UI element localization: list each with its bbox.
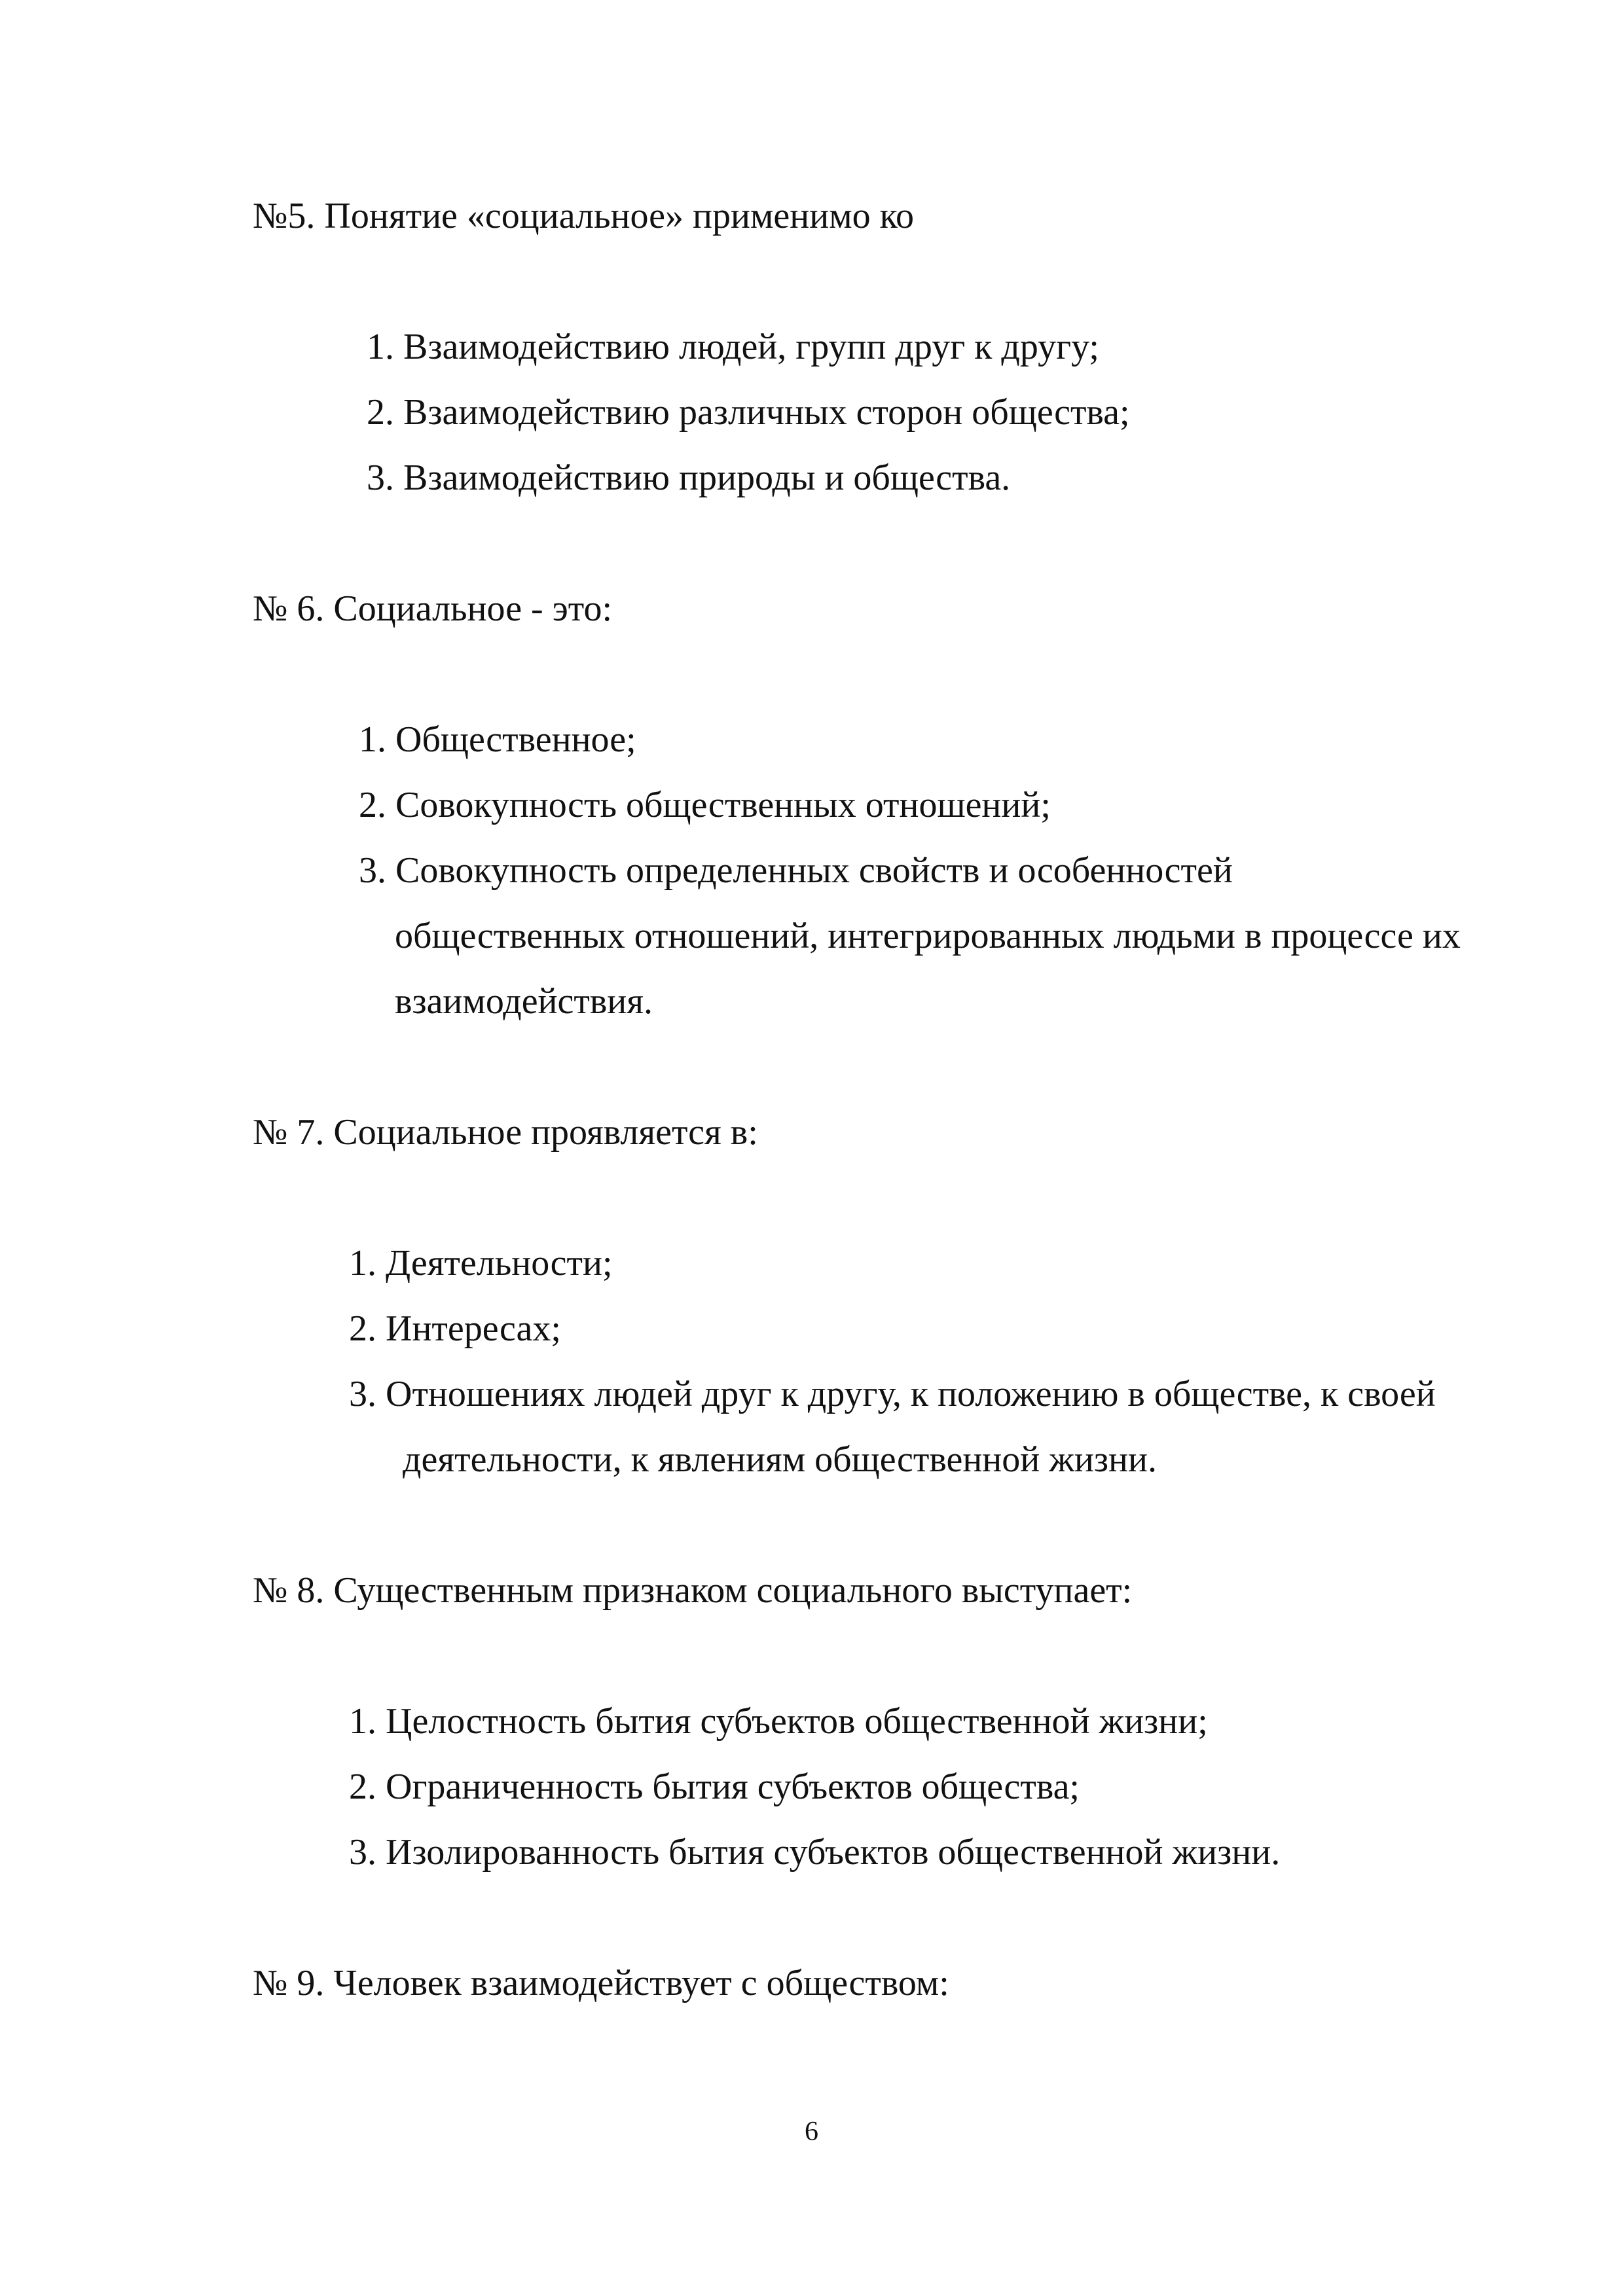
question-8-title: № 8. Существенным признаком социального выступает: bbox=[253, 1570, 1133, 1611]
question-9-title: № 9. Человек взаимодействует с обществом: bbox=[253, 1963, 949, 2003]
question-7-option-3: 3. Отношениях людей друг к другу, к положению в обществе, к своей bbox=[349, 1374, 1436, 1414]
question-8-option-3: 3. Изолированность бытия субъектов общественной жизни. bbox=[349, 1832, 1281, 1873]
question-6-option-3-continuation-1: общественных отношений, интегрированных людьми в процессе их bbox=[395, 916, 1461, 956]
page-number: 6 bbox=[805, 2117, 818, 2147]
question-8-option-2: 2. Ограниченность бытия субъектов общества; bbox=[349, 1767, 1080, 1807]
question-7-option-2: 2. Интересах; bbox=[349, 1308, 561, 1349]
question-7-option-1: 1. Деятельности; bbox=[349, 1243, 613, 1283]
question-6-option-3: 3. Совокупность определенных свойств и особенностей bbox=[359, 850, 1233, 891]
question-7-title: № 7. Социальное проявляется в: bbox=[253, 1112, 758, 1153]
question-5-option-1: 1. Взаимодействию людей, групп друг к другу; bbox=[367, 327, 1099, 367]
question-6-option-1: 1. Общественное; bbox=[359, 719, 636, 760]
question-6-title: № 6. Социальное - это: bbox=[253, 588, 613, 629]
question-8-option-1: 1. Целостность бытия субъектов общественной жизни; bbox=[349, 1701, 1208, 1742]
question-5-option-3: 3. Взаимодействию природы и общества. bbox=[367, 457, 1011, 498]
question-5-option-2: 2. Взаимодействию различных сторон общества; bbox=[367, 392, 1130, 433]
question-6-option-2: 2. Совокупность общественных отношений; bbox=[359, 785, 1051, 825]
question-5-title: №5. Понятие «социальное» применимо ко bbox=[253, 196, 914, 236]
question-6-option-3-continuation-2: взаимодействия. bbox=[395, 981, 653, 1022]
question-7-option-3-continuation: деятельности, к явлениям общественной жизни. bbox=[403, 1439, 1157, 1480]
